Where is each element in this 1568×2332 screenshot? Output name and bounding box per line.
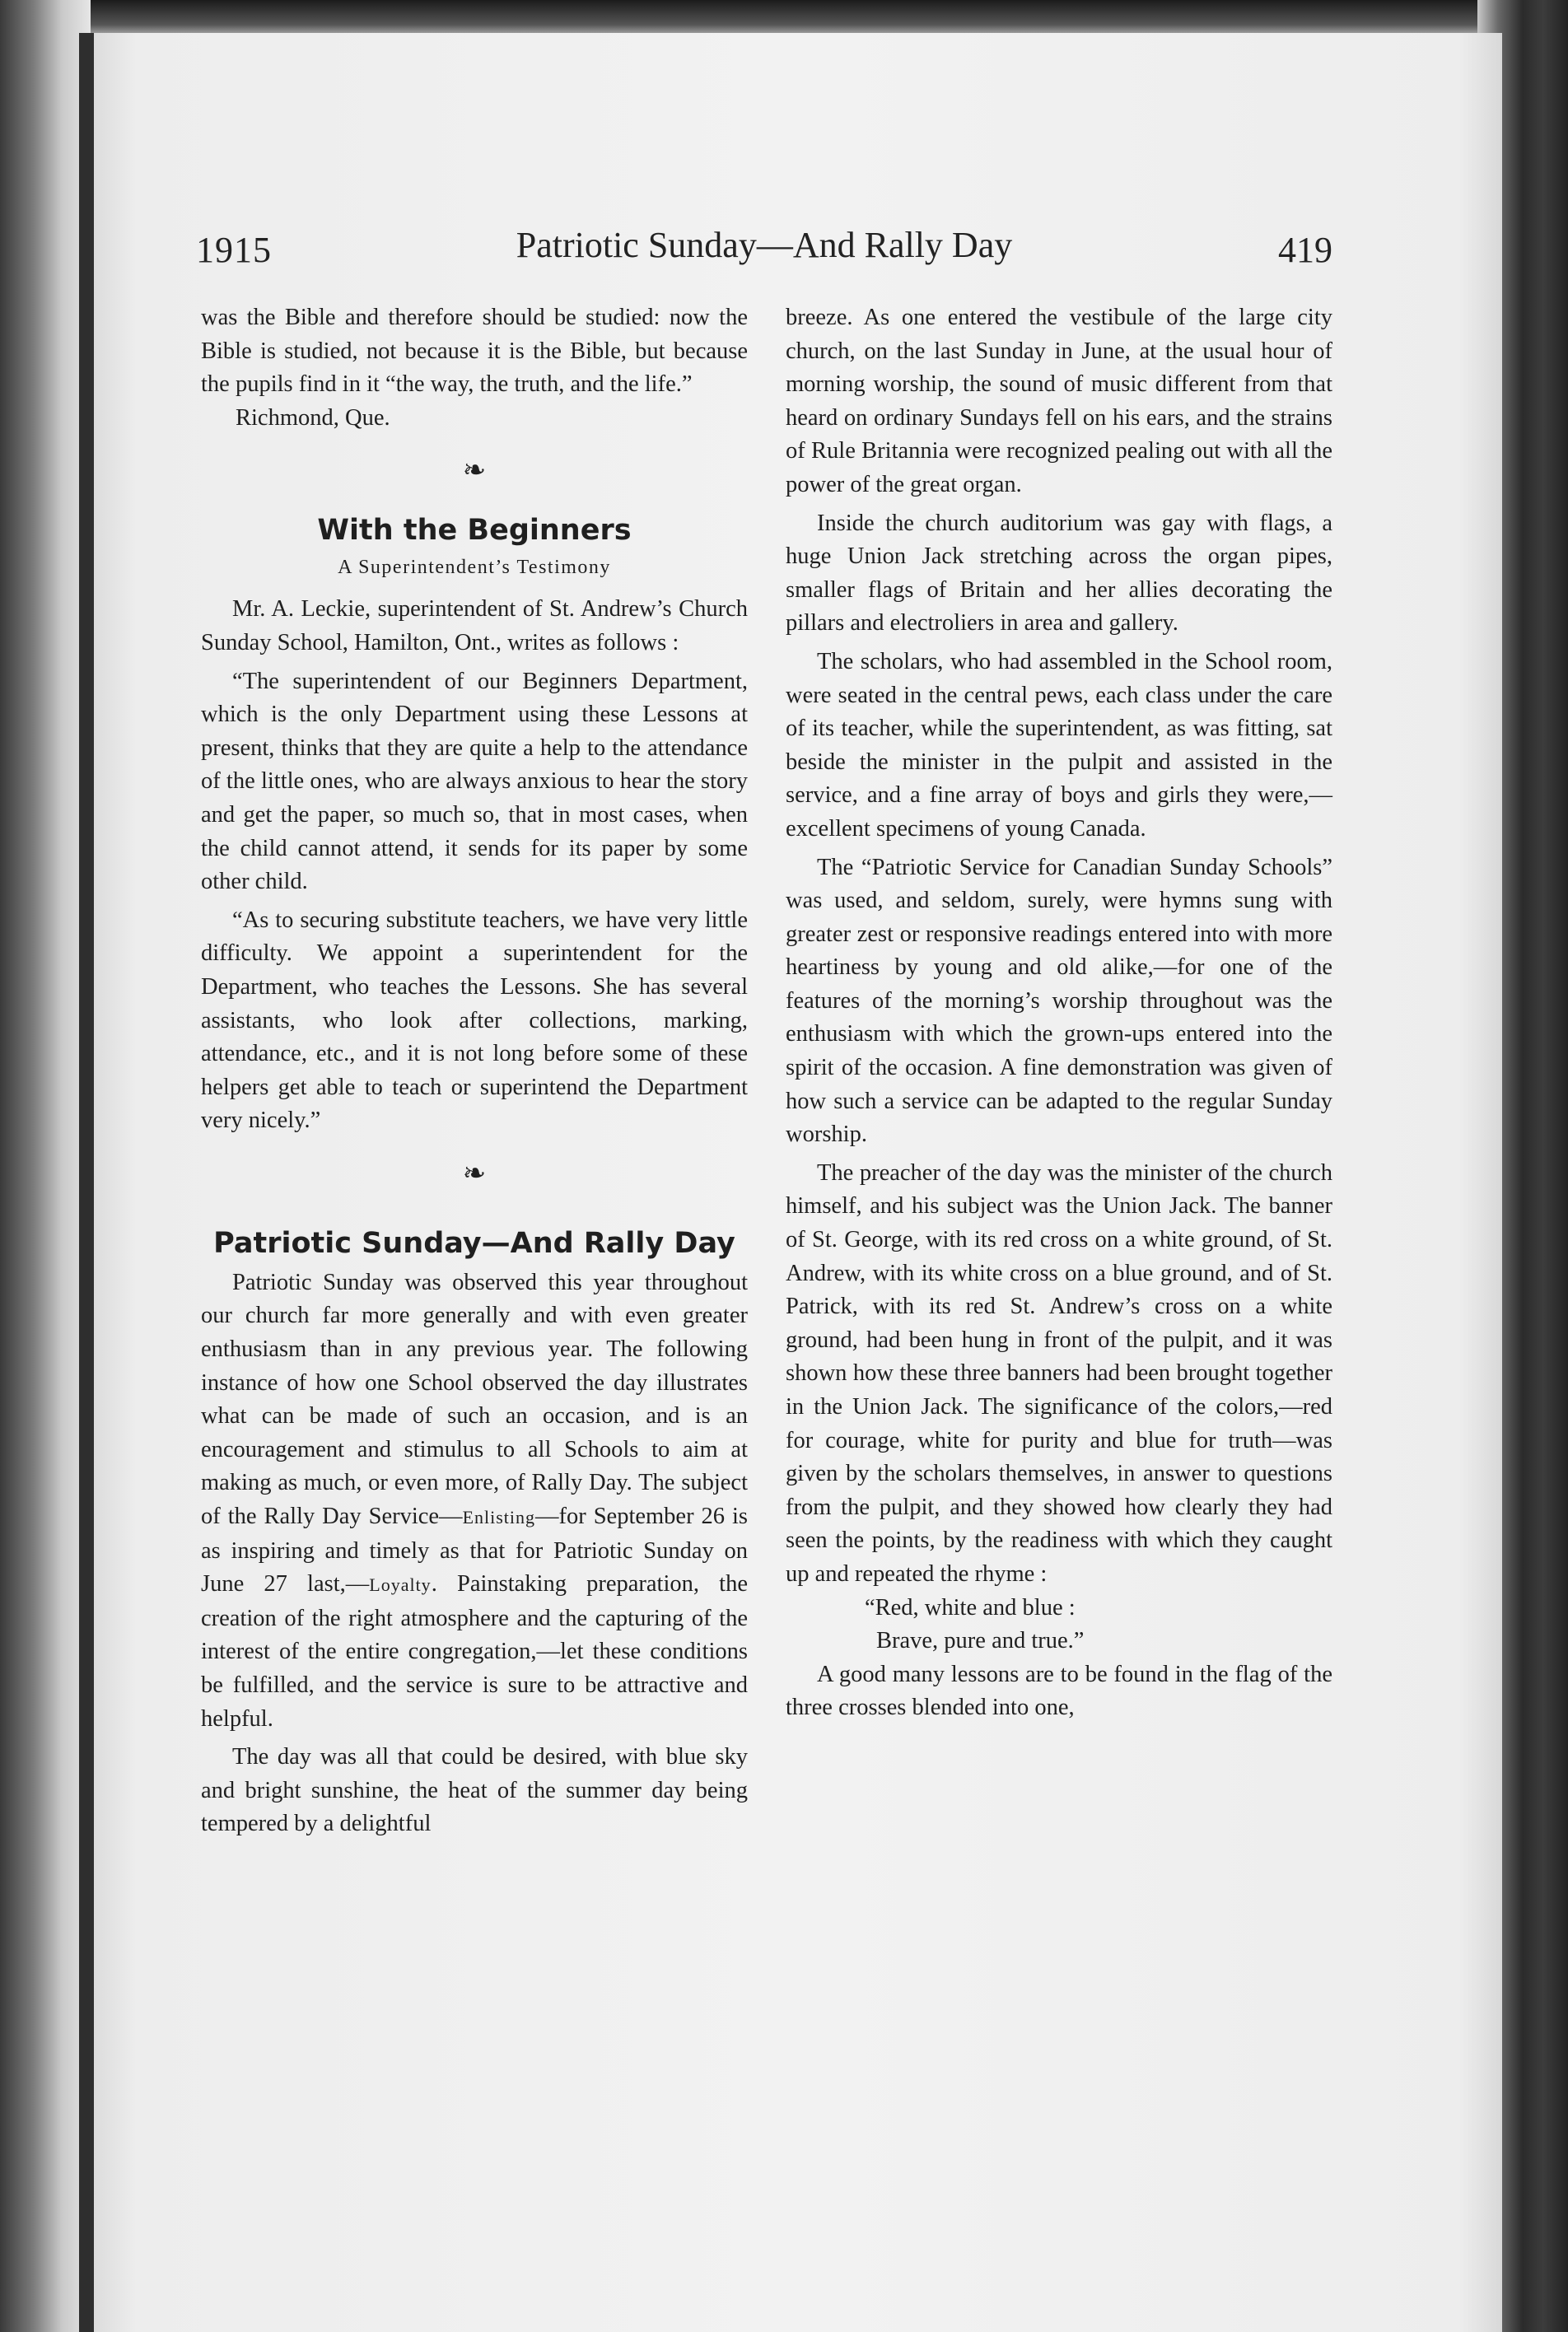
paragraph: Mr. A. Leckie, superintendent of St. Andrew’s Church Sunday School, Hamilton, Ont., writes as follows : <box>201 596 748 655</box>
page-number: 419 <box>1278 230 1332 270</box>
right-column <box>786 301 1332 1725</box>
small-caps-word: Loyalty <box>369 1574 432 1596</box>
paragraph: A good many lessons are to be found in the flag of the three crosses blended into one, <box>786 1661 1332 1721</box>
paragraph <box>201 1266 748 1736</box>
running-head <box>196 224 1332 282</box>
section-heading: With the Beginners <box>317 514 632 548</box>
page-year: 1915 <box>196 230 272 270</box>
verse-line: “Red, white and blue : <box>865 1594 1076 1621</box>
left-column <box>201 301 748 1841</box>
fleuron-icon: ❧ <box>462 455 487 487</box>
text-run: —for September 26 is as inspiring and timely as that for Patriotic Sunday on June 27 last,— <box>201 1504 748 1597</box>
paragraph: was the Bible and therefore should be studied: now the Bible is studied, not because it is the Bible, but because the pupils find in it “the way, the truth, and the life.” <box>201 305 748 398</box>
page-title: Patriotic Sunday—And Rally Day <box>516 225 1013 265</box>
scan-left-edge <box>0 0 91 2332</box>
section-heading: Patriotic Sunday—And Rally Day <box>213 1226 735 1260</box>
paragraph: breeze. As one entered the vestibule of the large city church, on the last Sunday in June, at the usual hour of morning worship, the sound of music different from that heard on ordinary Sundays fell on his ears, and the strains of Rule Britannia were recognized pealing out with all the power of the great organ. <box>786 305 1332 497</box>
paragraph: “The superintendent of our Beginners Department, which is the only Department using these Lessons at present, thinks that they are quite a help to the attendance of the little ones, who are always anxious to hear the story and get the paper, so much so, that in most cases, when the child cannot attend, it sends for its paper by some other child. <box>201 668 748 895</box>
fleuron-icon: ❧ <box>462 1158 487 1189</box>
text-run: Patriotic Sunday was observed this year throughout our church far more generally and with even greater enthusiasm than in any previous year. The following instance of how one School observed the day illustrates what can be made of such an occasion, and is an encouragement and stimulus to all Schools to aim at making as much, or even more, of Rally Day. The subject of the Rally Day Service— <box>201 1269 748 1530</box>
paragraph: “As to securing substitute teachers, we have very little difficulty. We appoint a superintendent for the Department, who teaches the Lessons. She has several assistants, who look after collections, marking, attendance, etc., and it is not long before some of these helpers get able to teach or superintend the Department very nicely.” <box>201 907 748 1134</box>
signoff: Richmond, Que. <box>236 404 390 431</box>
text-run: . Painstaking preparation, the creation of the right atmosphere and the capturing of the interest of the entire congregation,—let these conditions be fulfilled, and the service is sure to be attractive and helpful. <box>201 1571 748 1732</box>
verse-line: Brave, pure and true.” <box>876 1628 1085 1654</box>
paragraph: The preacher of the day was the minister of the church himself, and his subject was the Union Jack. The banner of St. George, with its red cross on a white ground, of St. Andrew, with its white cross on a blue ground, and of St. Patrick, with its red St. Andrew’s cross on a white ground, had been hung in front of the pulpit, and it was shown how these three banners had been brought together in the Union Jack. The significance of the colors,—red for courage, white for purity and blue for truth—was given by the scholars themselves, in answer to questions from the pulpit, and they showed how clearly they had seen the points, by the readiness with which they caught up and repeated the rhyme : <box>786 1159 1332 1587</box>
paragraph: The scholars, who had assembled in the School room, were seated in the central pews, each class under the care of its teacher, while the superintendent, as was fitting, sat beside the minister in the pulpit and assisted in the service, and a fine array of boys and girls they were,—excellent specimens of young Canada. <box>786 648 1332 842</box>
section-subheading: A Superintendent’s Testimony <box>338 557 611 579</box>
paragraph: Inside the church auditorium was gay with flags, a huge Union Jack stretching across the organ pipes, smaller flags of Britain and her allies decorating the pillars and electroliers in area and gallery. <box>786 510 1332 637</box>
paragraph: The “Patriotic Service for Canadian Sunday Schools” was used, and seldom, surely, were hymns sung with greater zest or responsive readings entered into with more heartiness by young and old alike,—for one of the features of the morning’s worship throughout was the enthusiasm with which the grown-ups entered into the spirit of the occasion. A fine demonstration was given of how such a service can be adapted to the regular Sunday worship. <box>786 854 1332 1148</box>
small-caps-word: Enlisting <box>462 1507 536 1528</box>
paragraph: The day was all that could be desired, with blue sky and bright sunshine, the heat of the summer day being tempered by a delightful <box>201 1744 748 1837</box>
